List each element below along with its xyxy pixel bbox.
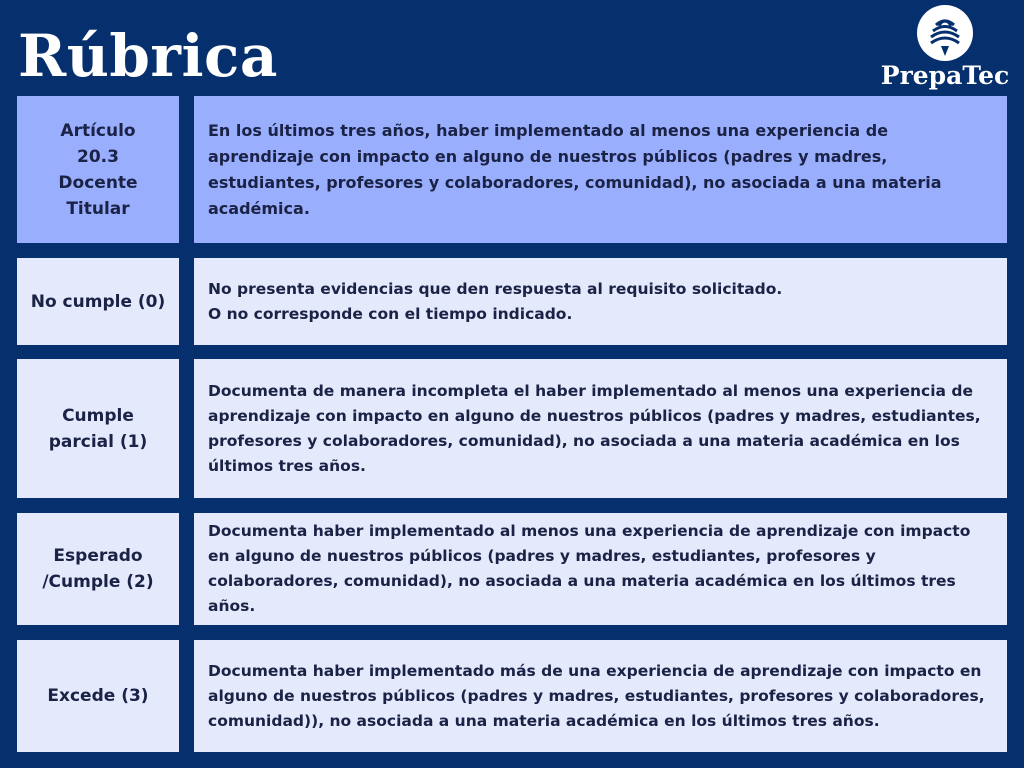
criterion-description: En los últimos tres años, haber implementado al menos una experiencia de aprendizaje con impacto en alguno de nuestros públicos (padres y madres, estudiantes, profesores y colaboradores, comunidad), no asociada a una materia académica. [194, 96, 1007, 243]
rubric-row-excede [17, 640, 1007, 752]
brand [880, 4, 1010, 96]
level-label: Cumple parcial (1) [17, 359, 179, 498]
level-label: Excede (3) [17, 640, 179, 752]
brand-name: PrepaTec [880, 61, 1010, 90]
level-label: Esperado /Cumple (2) [17, 513, 179, 625]
rubric-row-esperado [17, 513, 1007, 625]
rubric-row-no-cumple [17, 258, 1007, 345]
level-label: No cumple (0) [17, 258, 179, 345]
prepatec-torch-logo-icon [916, 4, 974, 62]
page-title: Rúbrica [18, 22, 278, 90]
level-description: Documenta haber implementado más de una experiencia de aprendizaje con impacto en alguno de nuestros públicos (padres y madres, estudiantes, profesores y colaboradores, comunidad)), no asociada a una materia académica en los últimos tres años. [194, 640, 1007, 752]
level-description-line: O no corresponde con el tiempo indicado. [208, 304, 573, 323]
rubric-header-row [17, 96, 1007, 243]
rubric-row-cumple-parcial [17, 359, 1007, 498]
criterion-label: Artículo 20.3 Docente Titular [17, 96, 179, 243]
level-description [194, 258, 1007, 345]
level-description: Documenta haber implementado al menos una experiencia de aprendizaje con impacto en alguno de nuestros públicos (padres y madres, estudiantes, profesores y colaboradores, comunidad), no asociada a una materia académica en los últimos tres años. [194, 513, 1007, 625]
level-description-line: No presenta evidencias que den respuesta al requisito solicitado. [208, 279, 783, 298]
level-description: Documenta de manera incompleta el haber implementado al menos una experiencia de aprendizaje con impacto en alguno de nuestros públicos (padres y madres, estudiantes, profesores y colaboradores, comunidad), no asociada a una materia académica en los últimos tres años. [194, 359, 1007, 498]
